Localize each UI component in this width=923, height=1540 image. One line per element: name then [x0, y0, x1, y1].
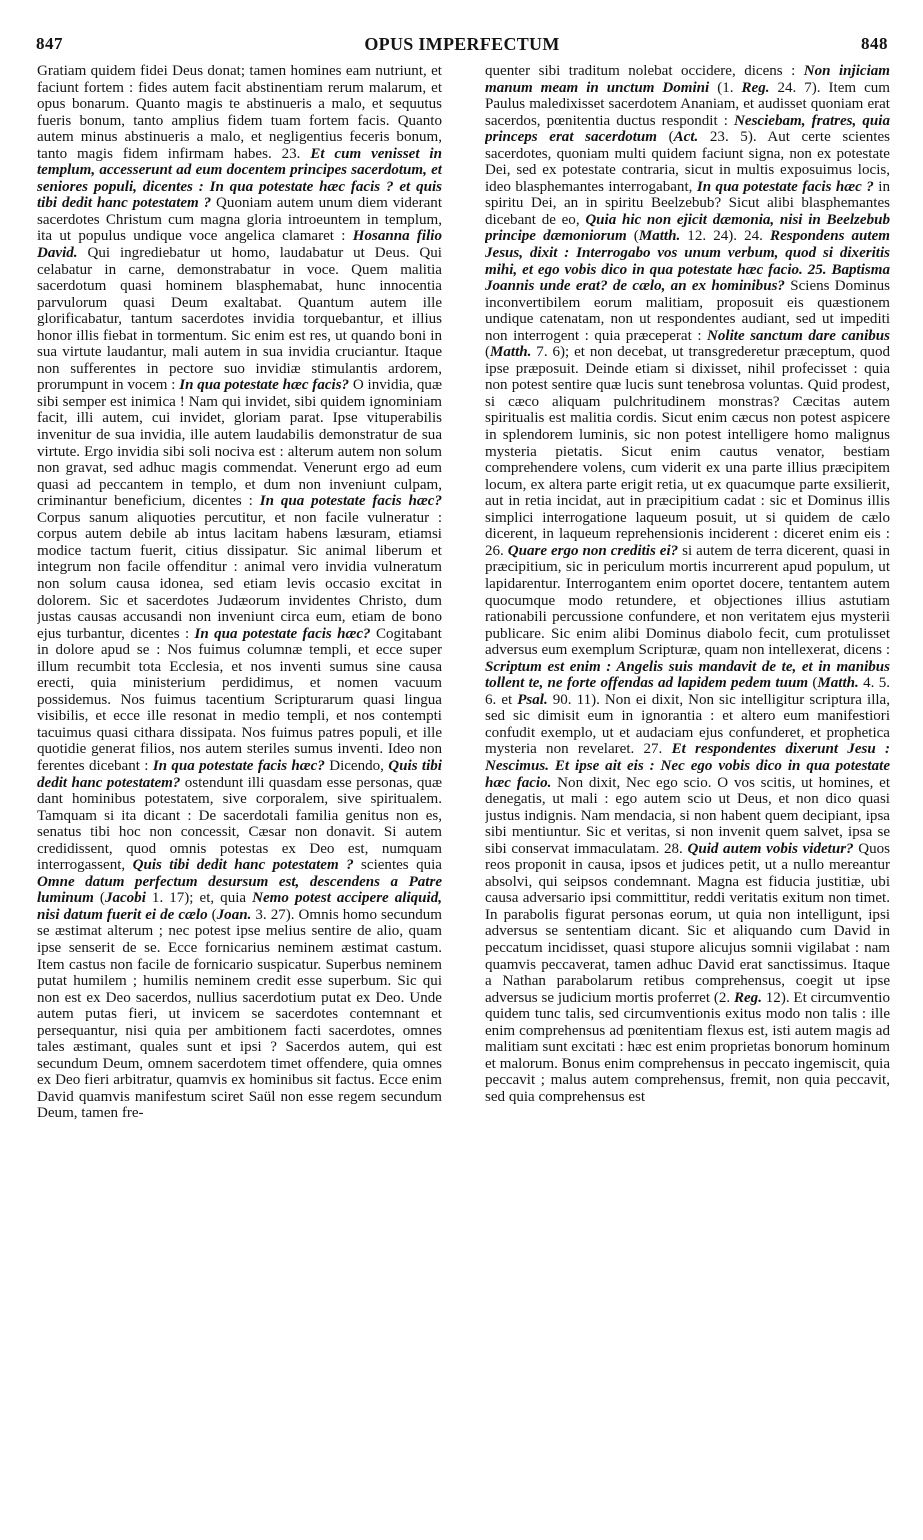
- running-title: OPUS IMPERFECTUM: [364, 34, 560, 54]
- left-column-italic-quote: In qua potestate hæc facis?: [179, 377, 350, 394]
- right-column-text-run: Quos reos proponit in causa, ipsos et judices petit, ut a nullo mereantur absolvi, qui seipsos condemnant. Magna est fiducia justitiæ, ubi causa adversario ipsi committitur, reddi veritatis exitum non timet. In parabolis figurat personas eorum, ut quia non intelligunt, ipsi adversus se sententiam dicant. Sic et aliquando cum David in peccatum incidisset, quasi stupore alicujus somnii vigilabat : nam quamvis peccaverat, tamen adhuc David erat sanctissimus. Itaque a Nathan parabolarum retibus comprehensus, coegit ut ipse adversus se judicium mortis proferret (2.: [485, 840, 890, 1006]
- right-column-text-run: (: [808, 675, 818, 692]
- right-column-italic-quote: Nesciebam, fratres, quia princeps erat sacerdotum: [485, 112, 890, 146]
- left-column-text-run: ostendunt illi quasdam esse personas, quæ dant hominibus potestatem, sive corporalem, sive spiritualem. Tamquam si ita dicant : De sacerdotali familia genitus non es, senatus tibi hoc non concessit, Cæsar non donavit. Si autem credidissent, quod omnis potestas ex Deo est, numquam interrogassent,: [37, 774, 442, 874]
- right-column-text-run: Sciens Dominus inconvertibilem eorum malitiam, proposuit eis quæstionem undique catenatam, non ut respondentes audiant, sed ut impediti non interrogent : quia præceperat :: [485, 278, 890, 344]
- right-column-text-run: 7. 6); et non decebat, ut transgrederetur præceptum, quod ipse præposuit. Deinde etiam si dixisset, nihil profecisset : quia non potest sentire quæ lucis sunt tenebrosa voluntas. Quid prodest, si cæco aliquam pulchritudinem monstras? Cæcitas autem spiritualis est malitia cordis. Sicut enim cæcus non potest aspicere in splendorem luminis, sic non potest intelligere homo malignus mysteria pietatis. Sicut enim cautus venator, bestiam comprehendere volens, cum viderit ex una parte illius præcipitem locum, ex altera parte erigit retia, ut ex quacumque parte exsilierit, aut in retia incidat, aut in præcipitium cadat : sic et Dominus illis simplici interrogatione laqueum posuit, ut si quidem de cælo dicerent, in laqueum reprehensionis inciderent : diceret enim eis : 26.: [485, 344, 890, 559]
- left-column-text-run: (: [93, 890, 105, 907]
- right-column-italic-quote: Matth.: [638, 228, 681, 245]
- left-column-text-run: Gratiam quidem fidei Deus donat; tamen homines eam nutriunt, et faciunt fortem : fides autem facit abstinentiam rerum malarum, et opus bonarum. Quanto magis te abstinueris a malo, et sequutus fueris bonum, tanto amplius fidem tuam fortem facis. Quanto autem minus abstinueris a malo, et negligentius feceris bonum, tanto magis fidem infirmam habes. 23.: [37, 63, 442, 162]
- right-column-text-run: quenter sibi traditum nolebat occidere, dicens :: [485, 63, 804, 79]
- right-column-italic-quote: Reg.: [741, 79, 770, 96]
- right-column-text-run: si autem de terra dicerent, quasi in præcipitium, sic in periculum mortis incurrerent apud populum, ut lapidarentur. Interrogantem enim oportet docere, tentantem autem quocumque modo retundere, et objectiones illius astutiam rationabili percussione confundere, et non veritatem ejus mysterii publicare. Sic enim alibi Dominus diabolo fecit, cum protulisset adversus eum exemplum Scripturæ, quam non intellexerat, dicens :: [485, 542, 890, 659]
- right-column-text-run: 23. 5). Aut certe scientes sacerdotes, quoniam multi quidem faciunt signa, non ex potestate Dei, sed ex potestate contraria, sicut in multis exposuimus locis, ideo blasphemantes interrogabant,: [485, 129, 890, 195]
- right-column-paragraph: [485, 63, 890, 1105]
- right-column-text-run: 12). Et circumventio quidem tunc talis, sed circumventionis exitus modo non talis : ille enim comprehensus ad pœnitentiam flexus est, isti autem magis ad malitiam sunt excitati : hæc est enim proprietas bonorum hominum et malorum. Bonus enim comprehensus in peccato ingemiscit, quia peccavit ; malus autem comprehensus, fremit, non quia peccavit, sed quia comprehensus est: [485, 989, 890, 1105]
- right-column-italic-quote: Et respondentes dixerunt Jesu : Nescimus. Et ipse ait eis : Nec ego vobis dico in qua potestate hæc facio.: [485, 741, 890, 791]
- left-column-text-run: Qui ingrediebatur ut homo, laudabatur ut Deus. Qui celabatur in carne, demonstrabatur in voce. Quem malitia sacerdotum quasi hominem blasphemabat, hunc innocentia parvulorum quasi Deum exaltabat. Quantum autem ille glorificabatur, tantum sacerdotes invidia torquebantur, et illius honor illis fiebat in tormentum. Sic enim est res, ut quando boni in sua virtute laudantur, mali autem in sua invidia cruciantur. Itaque non sufferentes in pectore suo invidiæ stimulantis ardorem, prorumpunt in vocem :: [37, 245, 442, 394]
- right-column-text-run: Non dixit, Nec ego scio. O vos scitis, ut homines, et denegatis, ut mali : ego autem scio ut Deus, et non dico quasi justus indignis. Nam mendacia, si non habent quem decipiant, ipsa sibi mentiuntur. Sic et veritas, si non invenit quem salvet, ipsa se sibi conservat immaculatam. 28.: [485, 774, 890, 857]
- left-column-text-run: O invidia, quæ sibi semper est inimica ! Nam qui invidet, sibi quidem ignominiam facit, illi autem, cui invidet, gloriam parat. Ipse vituperabilis invenitur de sua invidia, ille autem laudabilis demonstratur de sua virtute. Ergo invidia sibi soli nociva est : alterum autem non solum non gravat, sed adhuc magis commendat. Venerunt ergo ad eum quasi ad peccantem in templo, et dum non inveniunt culpam, criminantur beneficium, dicentes :: [37, 377, 442, 510]
- left-column-italic-quote: Quis tibi dedit hanc potestatem ?: [132, 857, 354, 874]
- right-column-italic-quote: Act.: [673, 129, 699, 146]
- left-column-text-run: Dicendo,: [324, 757, 389, 774]
- left-column-italic-quote: Nemo potest accipere aliquid, nisi datum fuerit ei de cælo: [37, 890, 442, 923]
- right-column-italic-quote: Respondens autem Jesus, dixit : Interrogabo vos unum verbum, quod si dixeritis mihi, et ego vobis dico in qua potestate hæc facio. 25. Baptisma Joannis unde erat? de cælo, an ex hominibus?: [485, 228, 890, 295]
- left-column-italic-quote: Quis tibi dedit hanc potestatem?: [37, 757, 442, 791]
- left-column-italic-quote: Jacobi: [104, 890, 146, 907]
- left-column-italic-quote: Hosanna filio David.: [37, 228, 442, 262]
- left-column-italic-quote: In qua potestate facis hæc?: [259, 493, 442, 510]
- left-column-text-run: 1. 17); et, quia: [145, 890, 253, 907]
- right-column-italic-quote: Reg.: [733, 989, 762, 1006]
- left-column-text-run: Corpus sanum aliquoties percutitur, et non facile vulneratur : corpus autem debile ab intus lacitam habens læsuram, etiamsi modice tactum fuerit, citius dissipatur. Sic animal liberum et integrum non facile offenditur : animal vero invidia vulneratum non solum causa idonea, sed etiam levis occasio excitat in dolorem. Sic et sacerdotes Judæorum invidentes Christo, dum justas causas accusandi non inveniunt circa eum, etiam de bono ejus turbantur, dicentes :: [37, 509, 442, 642]
- right-column-text-run: (: [626, 228, 639, 245]
- left-column-italic-quote: Omne datum perfectum desursum est, descendens a Patre luminum: [37, 873, 442, 907]
- right-column-text-run: in spiritu Dei, an in spiritu Beelzebub? Sicut alibi blasphemantes dicebant de eo,: [485, 178, 890, 228]
- right-column-italic-quote: Matth.: [490, 344, 532, 361]
- right-column-italic-quote: Quia hic non ejicit dæmonia, nisi in Beelzebub principe dæmoniorum: [485, 211, 890, 245]
- right-column-italic-quote: Quid autem vobis videtur?: [687, 840, 854, 857]
- left-column-text-run: scientes quia: [353, 857, 442, 874]
- left-column-text-run: (: [207, 906, 217, 923]
- left-text-column: [37, 63, 442, 1511]
- right-column-text-run: 4. 5. 6. et: [485, 675, 890, 708]
- left-column-italic-quote: Et cum venisset in templum, accesserunt ad eum docentem principes sacerdotum, et seniores populi, dicentes : In qua potestate hæc facis ? et quis tibi dedit hanc potestatem ?: [37, 145, 442, 212]
- right-column-italic-quote: Matth.: [817, 675, 859, 692]
- right-column-italic-quote: Scriptum est enim : Angelis suis mandavit de te, et in manibus tollent te, ne forte offendas ad lapidem pedem tuum: [485, 658, 890, 692]
- right-column-text-run: (: [657, 129, 674, 146]
- right-column-text-run: (1.: [709, 79, 742, 96]
- right-column-italic-quote: Nolite sanctum dare canibus: [707, 327, 890, 344]
- right-text-column: [485, 63, 890, 1511]
- left-column-text-run: 3. 27). Omnis homo secundum se æstimat alterum ; nec potest ipse melius sentire de alio, quam ipse senserit de se. Ecce fornicarius neminem æstimat castum. Item castus non facile de fornicario suspicatur. Superbus neminem putat humilem ; humilis neminem credit esse superbum. Sic qui non est ex Deo sacerdos, nullius sacerdotium putat ex Deo. Unde autem putas fieri, ut invicem se sacerdotes contemnant et persequantur, nisi quia per ambitionem facti sacerdotes, omnes tales æstimant, quales sunt et ipsi ? Sacerdos autem, qui est secundum Deum, omnem sacerdotem timet offendere, quia omnes ex Deo fieri arbitratur, quamvis ex hominibus sit factus. Ecce enim David quamvis manifestum sciret Saül non esse regem secundum Deum, tamen fre-: [37, 906, 442, 1122]
- left-column-italic-quote: Joan.: [216, 906, 252, 923]
- right-column-italic-quote: Quare ergo non creditis ei?: [507, 542, 679, 559]
- right-column-number: 848: [861, 34, 888, 53]
- right-column-text-run: 24. 7). Item cum Paulus maledixisset sacerdotem Ananiam, et audisset quoniam erat sacerdos, pœnitentia ductus respondit :: [485, 79, 890, 129]
- left-column-italic-quote: In qua potestate facis hæc?: [152, 757, 325, 774]
- left-column-text-run: Quoniam autem unum diem viderant sacerdotes Christum cum magna gloria introeuntem in templum, ita ut populus undique voce angelica clamaret :: [37, 195, 442, 245]
- right-column-text-run: 90. 11). Non ei dixit, Non sic intelligitur scriptura illa, sed sic dimisit eum in ignorantia : et altero eum manifestiori confudit exemplo, ut et audaciam ejus confunderet, et prophetica mysteria non revelaret. 27.: [485, 691, 890, 758]
- left-column-paragraph: [37, 63, 442, 1122]
- right-column-text-run: 12. 24). 24.: [680, 228, 771, 245]
- right-column-text-run: (: [485, 344, 491, 361]
- left-column-italic-quote: In qua potestate facis hæc?: [194, 625, 371, 642]
- left-column-text-run: Cogitabant in dolore apud se : Nos fuimus columnæ templi, et ecce super illum recumbit tota Ecclesia, et nos inventi sumus sine causa erecti, quia ministerium perdidimus, et nomen vacuum possidemus. Nos fuimus tacentium Scripturarum quasi lingua visibilis, et ecce ille resonat in medio templi, et nos contempti tacuimus quasi cithara dissipata. Nos fuimus patres populi, et ille quotidie generat filios, nos autem steriles sumus inventi. Ideo non ferentes dicebant :: [37, 625, 442, 774]
- left-column-number: 847: [36, 34, 63, 53]
- right-column-italic-quote: Non injiciam manum meam in unctum Domini: [485, 63, 890, 96]
- right-column-italic-quote: In qua potestate facis hæc ?: [696, 178, 874, 195]
- right-column-italic-quote: Psal.: [517, 691, 548, 708]
- page-header: [36, 34, 888, 60]
